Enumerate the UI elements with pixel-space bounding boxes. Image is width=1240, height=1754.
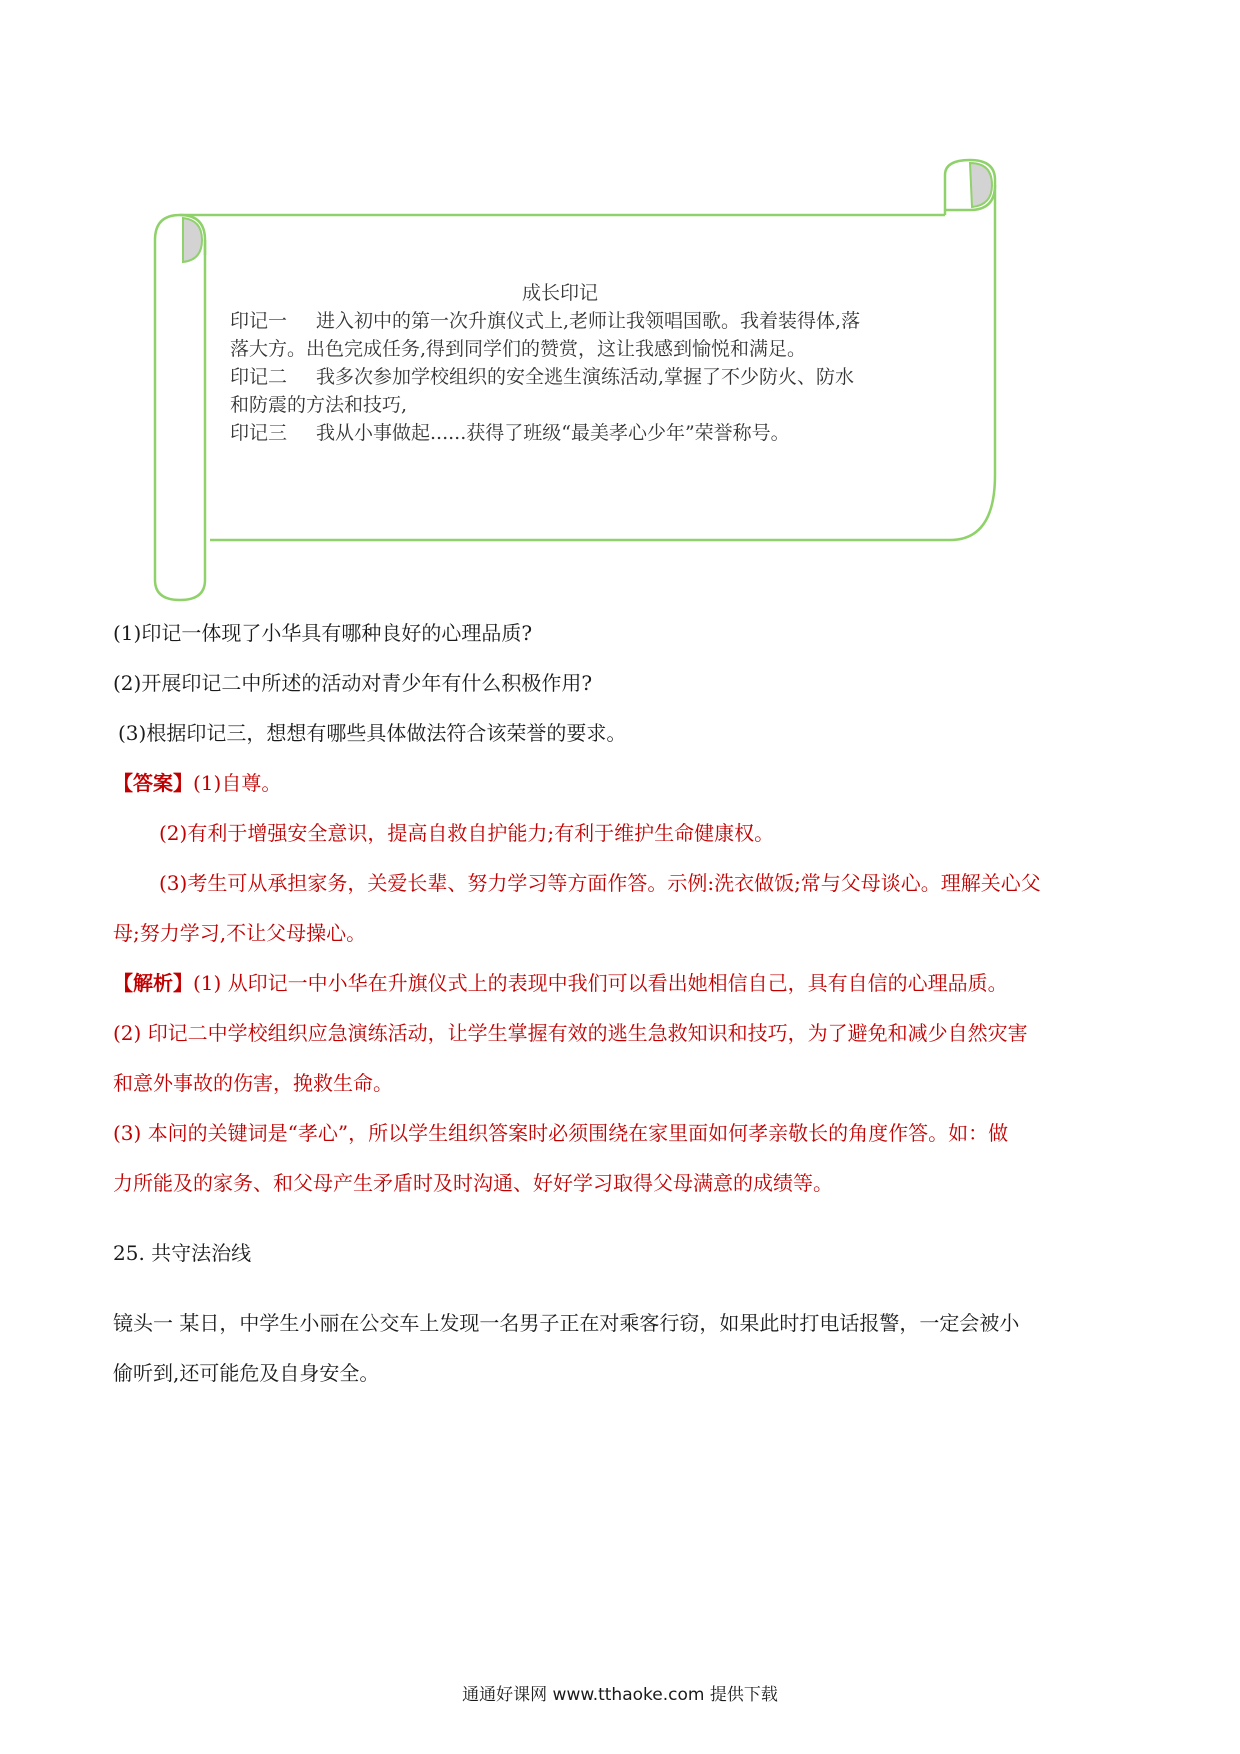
answer-tag: 【答案】 bbox=[113, 771, 193, 795]
scroll-text bbox=[230, 279, 861, 447]
page-footer: 通通好课网 www.tthaoke.com 提供下载 bbox=[462, 1685, 778, 1705]
analysis-2-line-2: 和意外事故的伤害，挽救生命。 bbox=[113, 1071, 393, 1095]
analysis-1 bbox=[113, 967, 1008, 996]
question-1: (1)印记一体现了小华具有哪种良好的心理品质? bbox=[113, 621, 533, 645]
entry-label: 印记一 bbox=[230, 310, 288, 332]
section-25-heading: 25. 共守法治线 bbox=[113, 1241, 252, 1265]
entry-label: 印记二 bbox=[230, 366, 288, 388]
scroll-entry-1-line-2: 落大方。出色完成任务,得到同学们的赞赏，这让我感到愉悦和满足。 bbox=[230, 338, 807, 360]
scroll-entry-3-line-1 bbox=[230, 419, 830, 447]
entry-label: 印记三 bbox=[230, 422, 288, 444]
analysis-tag: 【解析】 bbox=[113, 971, 193, 995]
answer-3-line-1: (3)考生可从承担家务，关爱长辈、努力学习等方面作答。示例:洗衣做饭;常与父母谈心。理解关心父 bbox=[159, 871, 1041, 895]
question-2: (2)开展印记二中所述的活动对青少年有什么积极作用? bbox=[113, 671, 593, 695]
analysis-3-line-1: (3) 本问的关键词是“孝心”，所以学生组织答案时必须围绕在家里面如何孝亲敬长的角度作答。如：做 bbox=[113, 1121, 1009, 1145]
scroll-title: 成长印记 bbox=[521, 282, 598, 304]
shot-1-line-1: 镜头一 某日，中学生小丽在公交车上发现一名男子正在对乘客行窃，如果此时打电话报警，一定会被小 bbox=[113, 1311, 1020, 1335]
answer-2: (2)有利于增强安全意识，提高自救自护能力;有利于维护生命健康权。 bbox=[159, 821, 775, 845]
analysis-3-line-2: 力所能及的家务、和父母产生矛盾时及时沟通、好好学习取得父母满意的成绩等。 bbox=[113, 1171, 833, 1195]
analysis-1-text: (1) 从印记一中小华在升旗仪式上的表现中我们可以看出她相信自己，具有自信的心理品质。 bbox=[193, 971, 1008, 995]
entry-text: 我多次参加学校组织的安全逃生演练活动,掌握了不少防火、防水 bbox=[316, 366, 855, 388]
entry-text: 进入初中的第一次升旗仪式上,老师让我领唱国歌。我着装得体,落 bbox=[316, 310, 861, 332]
scroll-entry-1-line-1 bbox=[230, 307, 861, 335]
growth-scroll bbox=[150, 155, 1010, 605]
answer-1 bbox=[113, 767, 281, 796]
question-3: (3)根据印记三，想想有哪些具体做法符合该荣誉的要求。 bbox=[118, 721, 627, 745]
answer-3-line-2: 母;努力学习,不让父母操心。 bbox=[113, 921, 367, 945]
scroll-entry-2-line-2: 和防震的方法和技巧, bbox=[230, 394, 408, 416]
answer-1-text: (1)自尊。 bbox=[193, 771, 282, 795]
shot-1-line-2: 偷听到,还可能危及自身安全。 bbox=[113, 1361, 380, 1385]
scroll-entry-2-line-1 bbox=[230, 363, 855, 391]
entry-text: 我从小事做起......获得了班级“最美孝心少年”荣誉称号。 bbox=[316, 422, 790, 444]
analysis-2-line-1: (2) 印记二中学校组织应急演练活动，让学生掌握有效的逃生急救知识和技巧，为了避免和减少自然灾害 bbox=[113, 1021, 1028, 1045]
